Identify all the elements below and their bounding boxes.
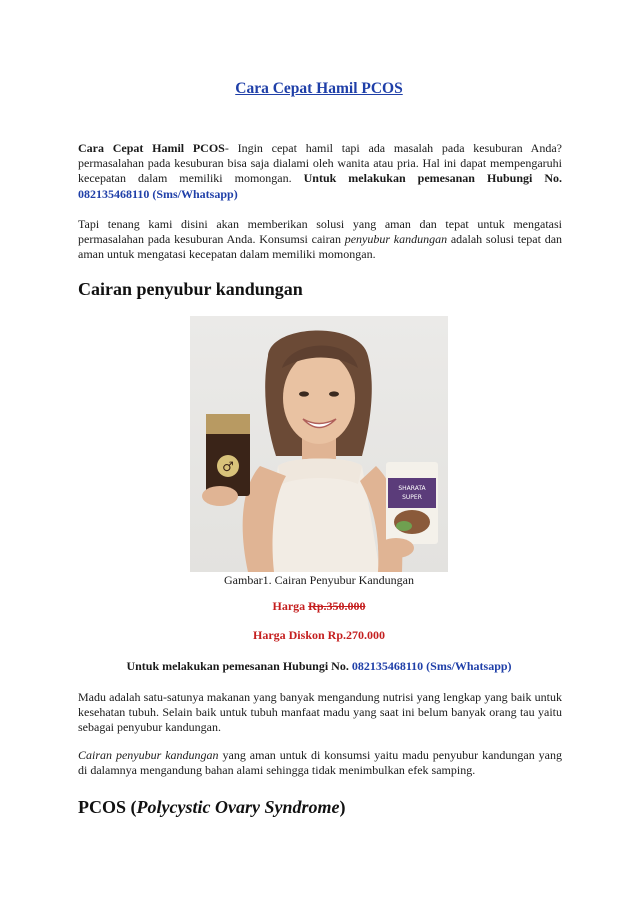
left-product-box <box>202 414 250 506</box>
heading2-start: PCOS ( <box>78 797 137 817</box>
para4-italic: Cairan penyubur kandungan <box>78 748 219 762</box>
woman-holding-products-image <box>190 316 448 572</box>
right-product-box <box>378 462 438 558</box>
product-photo <box>190 316 448 572</box>
price-discount: Harga Diskon Rp.270.000 <box>252 628 386 642</box>
heading2-italic: Polycystic Ovary Syndrome <box>136 797 340 817</box>
price-old-value: Rp.350.000 <box>308 599 366 613</box>
intro-order-label: Untuk melakukan pemesanan Hubungi No. <box>303 171 563 186</box>
para2-text-1: Tapi tenang kami disini akan memberikan solusi yang aman dan tepat untuk mengatasi permasalahan pada kesuburan Anda. Konsumsi cairan <box>78 217 562 247</box>
para2-italic-link: penyubur kandungan <box>344 232 448 247</box>
section-heading-pcos <box>78 797 345 818</box>
order-line <box>0 659 638 674</box>
section-heading-cairan: Cairan penyubur kandungan <box>78 279 303 299</box>
intro-text: - Ingin cepat hamil tapi ada masalah pada kesuburan Anda? permasalahan pada kesuburan bisa saja dialami oleh wanita atau pria. Hal ini dapat mempengaruhi kecepatan dalam memiliki momongan. <box>78 141 563 186</box>
paragraph-cairan <box>78 748 562 778</box>
heading2-end: ) <box>339 797 346 817</box>
price-label: Harga <box>272 599 306 613</box>
right-box-line-1: SHARATA <box>398 485 426 492</box>
figure-caption: Gambar1. Cairan Penyubur Kandungan <box>224 573 414 587</box>
paragraph-madu: Madu adalah satu-satunya makanan yang banyak mengandung nutrisi yang lengkap yang baik untuk kesehatan tubuh. Selain baik untuk tubuh manfaat madu yang saat ini belum banyak orang tau yaitu sebagai penyubur kandungan. <box>78 690 562 735</box>
para2-text-2: adalah solusi tepat dan aman untuk mengatasi kecepatan dalam memiliki momongan. <box>78 232 563 262</box>
price-original <box>0 599 638 614</box>
paragraph-2 <box>78 217 562 263</box>
right-box-line-2: SUPER <box>402 494 422 501</box>
intro-paragraph <box>78 141 562 202</box>
page-title[interactable]: Cara Cepat Hamil PCOS <box>235 80 403 97</box>
intro-lead: Cara Cepat Hamil PCOS <box>78 141 225 155</box>
intro-phone[interactable]: 082135468110 (Sms/Whatsapp) <box>78 186 238 201</box>
order-phone[interactable]: 082135468110 (Sms/Whatsapp) <box>351 659 512 673</box>
order-label: Untuk melakukan pemesanan Hubungi No. <box>126 659 349 673</box>
left-box-glyph: ♂ <box>222 460 234 475</box>
para4-text: yang aman untuk di konsumsi yaitu madu penyubur kandungan yang di dalamnya mengandung bahan alami sehingga tidak menimbulkan efek samping. <box>78 748 563 778</box>
